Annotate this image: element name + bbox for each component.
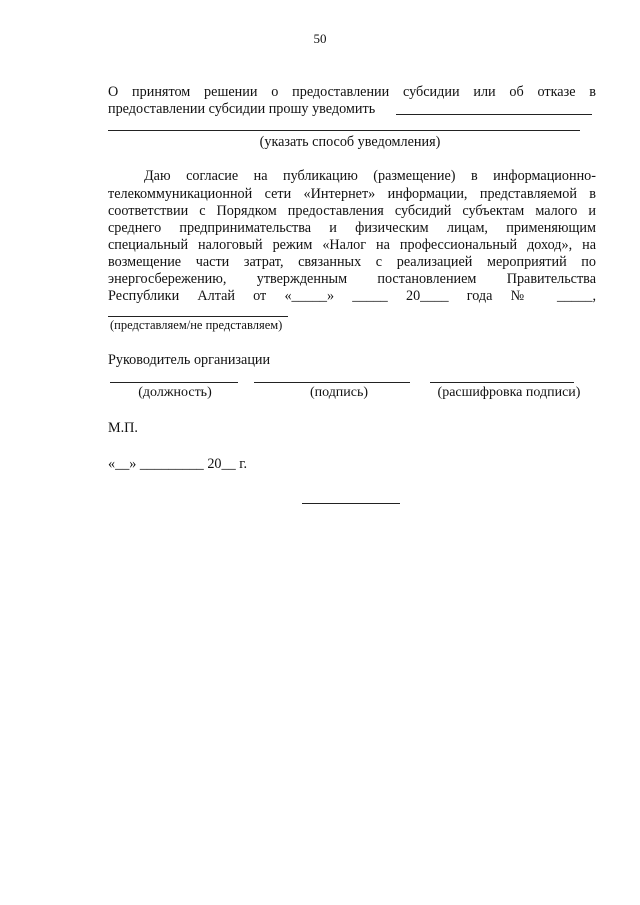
position-field[interactable] (110, 382, 238, 383)
consent-line-8: Республики Алтай от «_____» _____ 20____ года № _____, (108, 288, 596, 304)
position-caption: (должность) (138, 385, 212, 400)
signature-decode-caption: (расшифровка подписи) (437, 385, 581, 400)
notification-line-2: предоставлении субсидии прошу уведомить (108, 101, 376, 117)
signature-decode-field[interactable] (430, 382, 574, 383)
closing-divider (302, 503, 400, 504)
consent-line-7: энергосбережению, утвержденным постановлением Правительства (108, 271, 596, 287)
stamp-label: М.П. (108, 420, 138, 436)
consent-line-1: Даю согласие на публикацию (размещение) в информационно- (144, 168, 596, 184)
consent-line-6: возмещение части затрат, связанных с реализацией мероприятий по (108, 254, 596, 270)
consent-line-5: специальный налоговый режим «Налог на профессиональный доход», на (108, 237, 596, 253)
consent-line-4: среднего предпринимательства и физическим лицам, применяющим (108, 220, 596, 236)
consent-line-2: телекоммуникационной сети «Интернет» информации, представляемой в (108, 186, 596, 202)
manager-heading: Руководитель организации (108, 352, 271, 368)
notification-method-line[interactable] (108, 130, 580, 131)
date-line[interactable]: «__» _________ 20__ г. (108, 456, 247, 472)
consent-hint: (представляем/не представляем) (110, 318, 283, 332)
consent-line-3: соответствии с Порядком предоставления субсидий субъектам малого и (108, 203, 596, 219)
signature-field[interactable] (254, 382, 410, 383)
consent-choice-field[interactable] (108, 316, 288, 317)
notification-method-field[interactable] (396, 114, 592, 115)
signature-caption: (подпись) (309, 385, 369, 400)
page-number: 50 (313, 31, 327, 46)
notification-hint: (указать способ уведомления) (259, 134, 441, 150)
notification-line-1: О принятом решении о предоставлении субсидии или об отказе в (108, 84, 596, 100)
